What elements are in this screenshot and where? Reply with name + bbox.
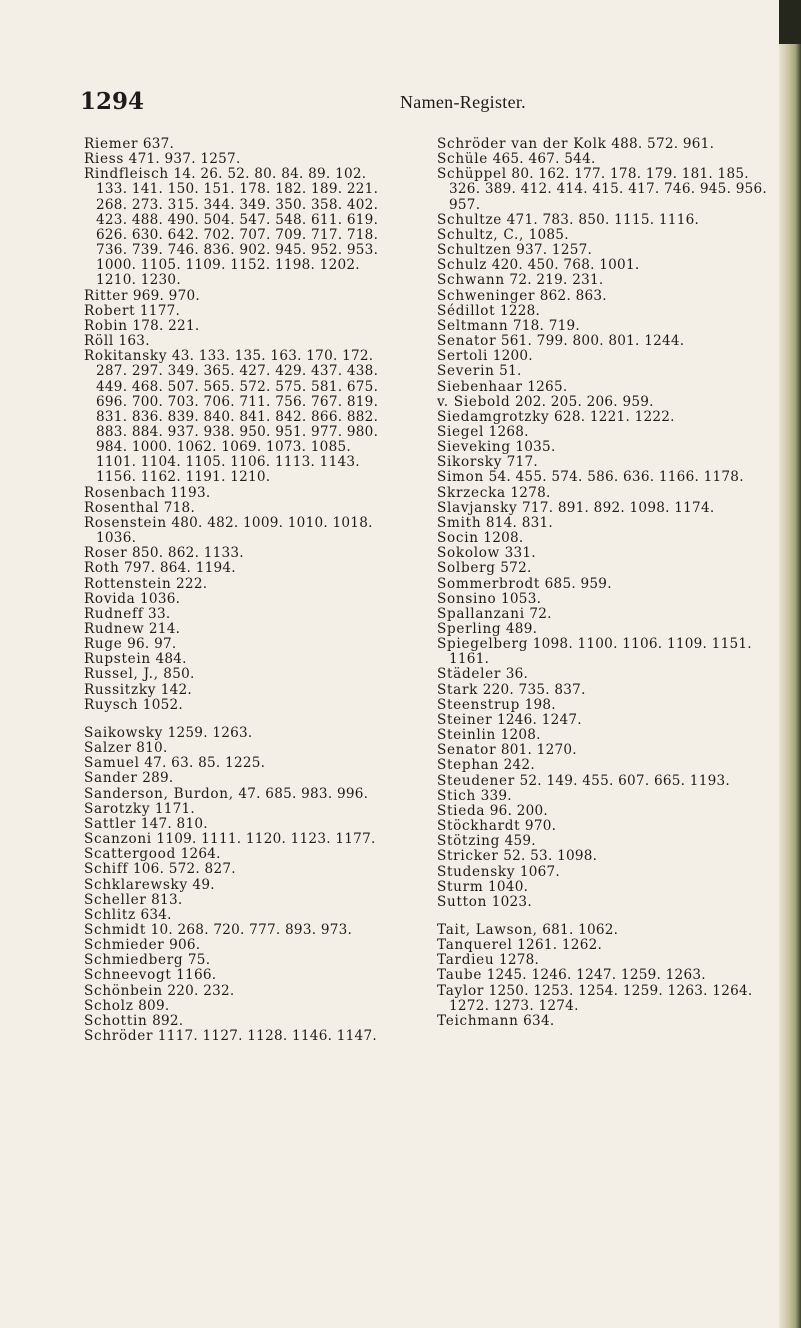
- entry-page-refs: 810.: [136, 740, 168, 757]
- entry-page-refs: 634.: [523, 1012, 555, 1029]
- entry-name: Sander: [84, 770, 138, 787]
- entry-page-refs: 1278.: [498, 952, 540, 969]
- index-entry: [437, 607, 772, 622]
- index-entry: [437, 577, 772, 592]
- entry-name: Schönbein: [84, 982, 163, 999]
- index-entry: [437, 592, 772, 607]
- entry-name: Steudener: [437, 772, 515, 789]
- entry-page-refs: 178. 221.: [132, 317, 200, 334]
- entry-name: Schulz: [437, 257, 488, 274]
- index-entry: [84, 516, 382, 546]
- page-edge-shadow: [779, 0, 801, 1328]
- entry-name: Ruysch: [84, 696, 139, 713]
- entry-page-refs: 1117. 1127. 1128. 1146. 1147.: [157, 1028, 377, 1045]
- entry-name: Röll: [84, 333, 114, 350]
- entry-page-refs: 331.: [504, 545, 536, 562]
- entry-page-refs: 1246. 1247.: [496, 711, 582, 728]
- index-entry: [84, 546, 382, 561]
- index-entry: [437, 789, 772, 804]
- entry-name: Steenstrup: [437, 696, 521, 713]
- entry-name: Siebenhaar: [437, 378, 523, 395]
- entry-page-refs: 220. 735. 837.: [482, 681, 586, 698]
- entry-name: Stieda: [437, 802, 486, 819]
- entry-name: Sertoli: [437, 348, 489, 365]
- entry-page-refs: 1023.: [491, 893, 532, 910]
- entry-page-refs: 814. 831.: [485, 514, 553, 531]
- index-entry: [437, 334, 772, 349]
- entry-name: Sonsino: [437, 590, 497, 607]
- index-entry: [437, 501, 772, 516]
- entry-page-refs: 1052.: [142, 696, 183, 713]
- entry-name: Senator: [437, 333, 497, 350]
- entry-page-refs: 717. 891. 892. 1098. 1174.: [522, 499, 715, 516]
- entry-name: Stricker: [437, 848, 499, 865]
- entry-page-refs: 459.: [504, 833, 536, 850]
- index-entry: [84, 726, 382, 741]
- page-corner-shadow: [779, 0, 801, 44]
- entry-page-refs: 681. 1062.: [542, 921, 619, 938]
- index-entry: [437, 938, 772, 953]
- entry-name: Ritter: [84, 287, 129, 304]
- entry-name: Scholz: [84, 997, 134, 1014]
- entry-page-refs: 488. 572. 961.: [611, 136, 715, 152]
- entry-name: Taylor: [437, 982, 485, 999]
- entry-page-refs: 1040.: [488, 878, 529, 895]
- index-entry: [437, 137, 772, 152]
- entry-page-refs: 49.: [192, 876, 215, 893]
- index-entry: [437, 1014, 772, 1029]
- index-entry: [84, 817, 382, 832]
- entry-name: Robert: [84, 302, 136, 319]
- entry-page-refs: 1200.: [492, 348, 533, 365]
- index-entry: [84, 319, 382, 334]
- entry-page-refs: 1035.: [515, 439, 556, 456]
- entry-name: Schmieder: [84, 937, 165, 954]
- entry-page-refs: 147. 810.: [140, 815, 208, 832]
- entry-page-refs: 809.: [138, 997, 170, 1014]
- index-entry: [437, 470, 772, 485]
- entry-name: Sommerbrodt: [437, 575, 541, 592]
- index-entry: [84, 908, 382, 923]
- index-entry: [437, 774, 772, 789]
- entry-page-refs: 1036.: [140, 590, 181, 607]
- entry-page-refs: 561. 799. 800. 801. 1244.: [500, 333, 685, 350]
- entry-name: Sutton: [437, 893, 488, 910]
- index-entry: [437, 258, 772, 273]
- entry-name: Spiegelberg: [437, 636, 529, 653]
- entry-name: Schmiedberg: [84, 952, 184, 969]
- entry-page-refs: 892.: [152, 1012, 184, 1029]
- entry-page-refs: 797. 864. 1194.: [124, 560, 236, 577]
- entry-page-refs: 813.: [151, 891, 183, 908]
- entry-page-refs: 1166.: [176, 967, 217, 984]
- entry-page-refs: 1245. 1246. 1247. 1259. 1263.: [486, 967, 706, 984]
- index-entry: [437, 395, 772, 410]
- entry-name: Rosenbach: [84, 484, 166, 501]
- entry-name: Rudnew: [84, 621, 145, 637]
- index-entry: [437, 984, 772, 1014]
- entry-name: Schneevogt: [84, 967, 172, 984]
- entry-name: Skrzecka: [437, 484, 506, 501]
- index-entry: [437, 440, 772, 455]
- index-entry: [437, 516, 772, 531]
- entry-name: Solberg: [437, 560, 496, 577]
- index-entry: [437, 880, 772, 895]
- entry-page-refs: 47. 685. 983. 996.: [238, 785, 369, 802]
- index-entry: [84, 486, 382, 501]
- entry-name: Russitzky: [84, 681, 157, 698]
- entry-name: Schwann: [437, 272, 505, 289]
- index-entry: [437, 622, 772, 637]
- entry-page-refs: 43. 133. 135. 163. 170. 172. 287. 297. 349. 365. 427. 429. 437. 438. 449. 468. 507. 565. 572. 575. 581. 675. 696. 700. 703. 706. 711. 756. 767. 819. 831. 836. 839. 840. 841. 842. 866. 882. 883. 884. 937. 938. 950. 951. 977. 980. 984. 1000. 1062. 1069. 1073. 1085. 1101. 1104. 1105. 1106. 1113. 1143. 1156. 1162. 1191. 1210.: [96, 348, 379, 486]
- entry-name: Schüle: [437, 151, 489, 168]
- entry-name: Teichmann: [437, 1012, 519, 1029]
- entry-page-refs: 1278.: [510, 484, 551, 501]
- index-entry: [84, 577, 382, 592]
- index-entry: [437, 167, 772, 212]
- entry-name: Schröder van der Kolk: [437, 136, 607, 152]
- index-entry: [437, 865, 772, 880]
- entry-name: Sokolow: [437, 545, 500, 562]
- index-entry: [84, 787, 382, 802]
- entry-name: Scheller: [84, 891, 147, 908]
- entry-page-refs: 47. 63. 85. 1225.: [144, 755, 266, 772]
- entry-name: Robin: [84, 317, 128, 334]
- index-entry: [437, 152, 772, 167]
- entry-name: Scanzoni: [84, 831, 152, 848]
- entry-name: Sikorsky: [437, 454, 503, 471]
- entry-page-refs: 969. 970.: [132, 287, 200, 304]
- entry-page-refs: 420. 450. 768. 1001.: [491, 257, 640, 274]
- index-entry: [437, 834, 772, 849]
- entry-page-refs: 628. 1221. 1222.: [554, 408, 675, 425]
- entry-page-refs: 214.: [148, 621, 181, 637]
- entry-page-refs: 685. 959.: [544, 575, 612, 592]
- entry-name: Stark: [437, 681, 479, 698]
- entry-name: Rosenstein: [84, 514, 167, 531]
- entry-page-refs: 489.: [505, 621, 538, 637]
- index-entry: [437, 243, 772, 258]
- entry-page-refs: 637.: [142, 136, 175, 152]
- entry-name: Schultz, C.,: [437, 226, 525, 243]
- entry-page-refs: 1268.: [488, 423, 529, 440]
- index-entry: [84, 592, 382, 607]
- entry-page-refs: 198.: [524, 696, 556, 713]
- entry-name: Rosenthal: [84, 499, 160, 516]
- index-entry: [84, 832, 382, 847]
- entry-name: Sieveking: [437, 439, 511, 456]
- index-entry: [437, 743, 772, 758]
- entry-page-refs: 1259. 1263.: [167, 724, 253, 741]
- entry-name: Stephan: [437, 757, 500, 774]
- entry-name: Schklarewsky: [84, 876, 188, 893]
- entry-name: Ruge: [84, 636, 123, 653]
- index-entry: [84, 862, 382, 877]
- index-entry: [437, 561, 772, 576]
- index-entry: [84, 1029, 382, 1044]
- entry-page-refs: 1228.: [499, 302, 541, 319]
- index-entry: [84, 637, 382, 652]
- entry-page-refs: 717.: [506, 454, 538, 471]
- entry-page-refs: 1250. 1253. 1254. 1259. 1263. 1264. 1272. 1273. 1274.: [449, 982, 753, 1014]
- index-entry: [437, 304, 772, 319]
- entry-name: Sturm: [437, 878, 484, 895]
- entry-page-refs: 222.: [176, 575, 208, 592]
- index-entry: [84, 334, 382, 349]
- entry-page-refs: 937. 1257.: [516, 242, 593, 259]
- entry-page-refs: 718. 719.: [512, 317, 580, 334]
- entry-page-refs: 1171.: [154, 800, 195, 817]
- index-entry: [84, 304, 382, 319]
- entry-page-refs: 1208.: [483, 530, 524, 547]
- index-entry: [437, 364, 772, 379]
- entry-page-refs: 14. 26. 52. 80. 84. 89. 102. 133. 141. 150. 151. 178. 182. 189. 221. 268. 273. 315. 344. 349. 350. 358. 402. 423. 488. 490. 504. 547. 548. 611. 619. 626. 630. 642. 702. 707. 709. 717. 718. 736. 739. 746. 836. 902. 945. 952. 953. 1000. 1105. 1109. 1152. 1198. 1202. 1210. 1230.: [96, 166, 379, 289]
- entry-name: Saikowsky: [84, 724, 164, 741]
- index-entry: [84, 923, 382, 938]
- entry-page-refs: 862. 863.: [539, 287, 607, 304]
- index-entry: [437, 923, 772, 938]
- entry-name: Rindfleisch: [84, 166, 169, 183]
- entry-name: Senator: [437, 742, 497, 759]
- entry-page-refs: 52. 53. 1098.: [503, 848, 598, 865]
- entry-page-refs: 1208.: [500, 727, 541, 744]
- index-entry: [84, 349, 382, 485]
- entry-page-refs: 1098. 1100. 1106. 1109. 1151. 1161.: [449, 636, 752, 668]
- entry-name: Socin: [437, 530, 479, 547]
- index-entry: [437, 683, 772, 698]
- entry-name: Städeler: [437, 666, 502, 683]
- entry-page-refs: 242.: [503, 757, 535, 774]
- index-entry: [437, 804, 772, 819]
- index-entry: [437, 380, 772, 395]
- entry-page-refs: 1053.: [501, 590, 542, 607]
- entry-name: Seltmann: [437, 317, 509, 334]
- entry-page-refs: 801. 1270.: [500, 742, 577, 759]
- entry-name: Schiff: [84, 861, 129, 878]
- index-entry: [84, 771, 382, 786]
- entry-page-refs: 572.: [500, 560, 532, 577]
- page-header: [0, 88, 801, 128]
- index-entry: [437, 713, 772, 728]
- entry-page-refs: 54. 455. 574. 586. 636. 1166. 1178.: [488, 469, 744, 486]
- entry-page-refs: 906.: [169, 937, 201, 954]
- entry-name: Severin: [437, 363, 495, 380]
- index-entry: [84, 999, 382, 1014]
- index-entry: [437, 953, 772, 968]
- entry-page-refs: 72.: [529, 605, 552, 622]
- index-entry: [437, 849, 772, 864]
- index-entry: [437, 728, 772, 743]
- index-entry: [84, 289, 382, 304]
- entry-name: Schüppel: [437, 166, 507, 183]
- entry-name: Schmidt: [84, 921, 146, 938]
- entry-name: Sanderson, Burdon,: [84, 785, 234, 802]
- entry-page-refs: 1177.: [139, 302, 181, 319]
- index-column-left: [84, 137, 382, 1044]
- entry-name: Rokitansky: [84, 348, 168, 365]
- index-entry: [84, 561, 382, 576]
- entry-page-refs: 10. 268. 720. 777. 893. 973.: [150, 921, 353, 938]
- entry-name: Tanquerel: [437, 937, 513, 954]
- entry-page-refs: 142.: [160, 681, 192, 698]
- entry-page-refs: 202. 205. 206. 959.: [514, 393, 654, 410]
- entry-name: Rovida: [84, 590, 136, 607]
- entry-page-refs: 80. 162. 177. 178. 179. 181. 185. 326. 389. 412. 414. 415. 417. 746. 945. 956. 957.: [449, 166, 767, 213]
- entry-name: v. Siebold: [437, 393, 511, 410]
- entry-page-refs: 75.: [187, 952, 211, 969]
- index-entry: [437, 213, 772, 228]
- index-entry: [84, 847, 382, 862]
- index-entry: [84, 968, 382, 983]
- index-entry: [437, 273, 772, 288]
- entry-page-refs: 1264.: [180, 846, 221, 863]
- entry-name: Spallanzani: [437, 605, 525, 622]
- index-entry: [84, 878, 382, 893]
- index-entry: [84, 652, 382, 667]
- entry-page-refs: 72. 219. 231.: [509, 272, 604, 289]
- index-entry: [437, 895, 772, 910]
- entry-name: Rupstein: [84, 651, 151, 668]
- index-entry: [437, 289, 772, 304]
- entry-page-refs: 465. 467. 544.: [492, 151, 596, 168]
- entry-name: Schottin: [84, 1012, 148, 1029]
- entry-page-refs: 970.: [524, 818, 557, 835]
- entry-page-refs: 163.: [118, 333, 150, 350]
- entry-name: Rottenstein: [84, 575, 172, 592]
- index-entry: [84, 698, 382, 713]
- entry-name: Riemer: [84, 136, 139, 152]
- entry-name: Tait, Lawson,: [437, 921, 538, 938]
- entry-name: Sarotzky: [84, 800, 151, 817]
- entry-page-refs: 634.: [140, 906, 172, 923]
- index-entry: [84, 953, 382, 968]
- entry-name: Stich: [437, 787, 476, 804]
- entry-page-refs: 33.: [148, 605, 171, 622]
- index-entry: [84, 984, 382, 999]
- index-entry: [437, 349, 772, 364]
- entry-name: Studensky: [437, 863, 516, 880]
- entry-page-refs: 1085.: [528, 226, 569, 243]
- entry-name: Riess: [84, 151, 125, 168]
- entry-name: Sédillot: [437, 302, 496, 319]
- entry-name: Stöckhardt: [437, 818, 521, 835]
- entry-name: Salzer: [84, 740, 132, 757]
- index-entry: [437, 637, 772, 667]
- entry-name: Tardieu: [437, 952, 495, 969]
- entry-page-refs: 1265.: [527, 378, 568, 395]
- entry-page-refs: 52. 149. 455. 607. 665. 1193.: [519, 772, 730, 789]
- entry-name: Schröder: [84, 1028, 154, 1045]
- entry-page-refs: 718.: [163, 499, 196, 516]
- index-entry: [84, 741, 382, 756]
- index-entry: [84, 622, 382, 637]
- index-entry: [84, 607, 382, 622]
- page-number: 1294: [80, 88, 145, 115]
- entry-name: Steiner: [437, 711, 493, 728]
- entry-page-refs: 220. 232.: [167, 982, 235, 999]
- entry-name: Schlitz: [84, 906, 136, 923]
- entry-page-refs: 289.: [142, 770, 174, 787]
- entry-name: Slavjansky: [437, 499, 518, 516]
- entry-page-refs: 1109. 1111. 1120. 1123. 1177.: [156, 831, 376, 848]
- entry-name: Samuel: [84, 755, 140, 772]
- entry-page-refs: 96. 97.: [127, 636, 177, 653]
- entry-page-refs: 106. 572. 827.: [132, 861, 236, 878]
- index-entry: [84, 802, 382, 817]
- entry-name: Taube: [437, 967, 483, 984]
- entry-name: Schultzen: [437, 242, 512, 259]
- index-entry: [84, 893, 382, 908]
- entry-page-refs: 471. 937. 1257.: [128, 151, 241, 168]
- entry-name: Schweninger: [437, 287, 536, 304]
- index-entry: [84, 683, 382, 698]
- entry-name: Siegel: [437, 423, 484, 440]
- index-entry: [84, 667, 382, 682]
- index-entry: [84, 501, 382, 516]
- index-entry: [84, 152, 382, 167]
- index-entry: [84, 167, 382, 288]
- entry-name: Stötzing: [437, 833, 500, 850]
- index-entry: [437, 319, 772, 334]
- entry-page-refs: 480. 482. 1009. 1010. 1018. 1036.: [96, 514, 373, 547]
- index-entry: [437, 968, 772, 983]
- entry-name: Simon: [437, 469, 484, 486]
- entry-name: Smith: [437, 514, 482, 531]
- index-entry: [437, 819, 772, 834]
- index-column-right: [437, 137, 772, 1029]
- entry-page-refs: 96. 200.: [489, 802, 548, 819]
- index-entry: [437, 425, 772, 440]
- entry-page-refs: 339.: [480, 787, 512, 804]
- running-title: Namen-Register.: [400, 92, 526, 112]
- entry-name: Schultze: [437, 211, 503, 228]
- index-entry: [84, 137, 382, 152]
- entry-name: Steinlin: [437, 727, 496, 744]
- entry-name: Roser: [84, 545, 128, 562]
- entry-page-refs: 850. 862. 1133.: [132, 545, 244, 562]
- index-entry: [437, 758, 772, 773]
- entry-page-refs: 1067.: [519, 863, 560, 880]
- index-entry: [437, 546, 772, 561]
- index-entry: [84, 1014, 382, 1029]
- entry-name: Siedamgrotzky: [437, 408, 550, 425]
- index-entry: [437, 667, 772, 682]
- entry-name: Sattler: [84, 815, 137, 832]
- entry-name: Sperling: [437, 621, 502, 637]
- entry-page-refs: 850.: [163, 666, 195, 683]
- entry-name: Russel, J.,: [84, 666, 159, 683]
- index-entry: [437, 455, 772, 470]
- entry-page-refs: 36.: [505, 666, 529, 683]
- index-entry: [437, 698, 772, 713]
- index-entry: [84, 938, 382, 953]
- entry-page-refs: 484.: [155, 651, 187, 668]
- entry-page-refs: 1261. 1262.: [517, 937, 603, 954]
- entry-page-refs: 51.: [499, 363, 522, 380]
- entry-page-refs: 1193.: [170, 484, 211, 501]
- entry-name: Scattergood: [84, 846, 176, 863]
- entry-name: Rudneff: [84, 605, 144, 622]
- index-entry: [437, 531, 772, 546]
- index-entry: [84, 756, 382, 771]
- index-entry: [437, 228, 772, 243]
- entry-page-refs: 471. 783. 850. 1115. 1116.: [506, 211, 700, 228]
- entry-name: Roth: [84, 560, 120, 577]
- index-entry: [437, 486, 772, 501]
- index-entry: [437, 410, 772, 425]
